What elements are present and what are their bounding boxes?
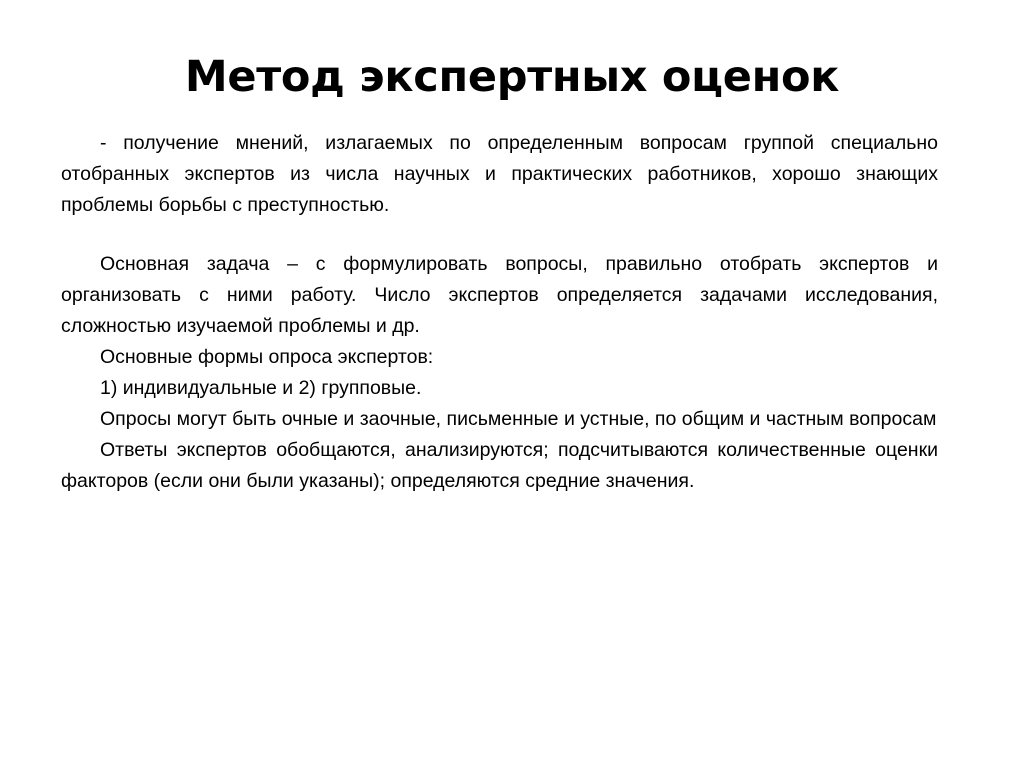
paragraph-survey-forms: Основные формы опроса экспертов: [100,346,434,368]
paragraph-answers: Ответы экспертов обобщаются, анализируются; подсчитываются количественные оценки факторов (если они были указаны); определяются средние значения. [61,439,938,492]
paragraph-survey-modes: Опросы могут быть очные и заочные, письменные и устные, по общим и частным вопросам [100,408,937,430]
slide-title: Метод экспертных оценок [184,52,840,102]
paragraph-definition: - получение мнений, излагаемых по определенным вопросам группой специально отобранных экспертов из числа научных и практических работников, хорошо знающих проблемы борьбы с преступностью. [61,132,938,216]
slide-body [61,128,938,497]
paragraph-spacer [61,221,938,249]
paragraph-main-task: Основная задача – с формулировать вопросы, правильно отобрать экспертов и организовать с ними работу. Число экспертов определяется задачами исследования, сложностью изучаемой проблемы и др. [61,253,938,337]
paragraph-survey-types: 1) индивидуальные и 2) групповые. [100,377,422,399]
